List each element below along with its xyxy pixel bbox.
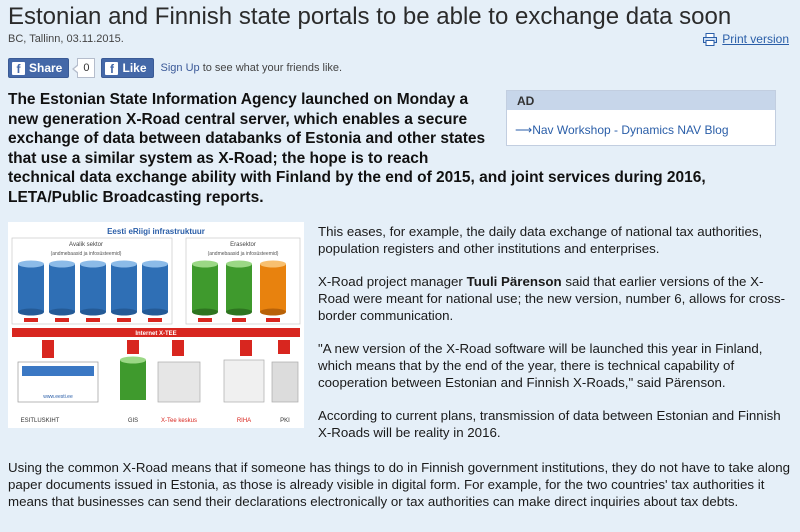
diagram-title: Eesti eRiigi infrastruktuur [107,227,205,236]
diagram-left-sub: (andmebaasid ja infosüsteemid) [50,251,122,257]
article-paragraph: Using the common X-Road means that if someone has things to do in Finnish government institutions, they do not have to take along paper documents issued in Estonia, as those is already visible in digital form. For example, for the two countries' tax authorities it means that businesses can send their declarations electronically or tax authorities can make direct inquiries about tax debts. [8,460,791,509]
share-label: Share [29,61,63,75]
print-version-label: Print version [722,32,789,46]
ad-link-text: Nav Workshop - Dynamics NAV Blog [532,123,729,137]
article-paragraph: This eases, for example, the daily data exchange of national tax authorities, population registers and other institutions and enterprises. [318,224,763,256]
diagram-left-section: Avalik sektor [69,242,103,248]
facebook-icon: f [105,62,118,75]
facebook-share-button[interactable] [8,58,69,78]
article-paragraph: According to current plans, transmission of data between Estonian and Finnish X-Roads will be reality in 2016. [318,407,781,440]
diagram-label-pki: PKI [280,418,290,424]
x-tee-bus-label: Internet X-TEE [135,331,177,337]
article-meta: BC, Tallinn, 03.11.2015. [8,33,124,45]
arrow-right-icon: ⟶ [515,123,533,137]
facebook-like-button[interactable] [101,58,153,78]
article-lead: The Estonian State Information Agency launched on Monday a new generation X-Road central server, which enables a secure exchange of data between databanks of Estonia and other states that use a similar system as X-Road; the hope is to reach technical data exchange ability with Finland by the end of 2015, and joint services during 2016, LETA/Public Broadcasting reports. [8,91,706,206]
diagram-site: www.eesti.ee [43,394,73,400]
person-name: Tuuli Pärenson [466,274,562,290]
diagram-right-sub: (andmebaasid ja infosüsteemid) [207,251,279,257]
public-databanks [18,261,168,316]
article-title: Estonian and Finnish state portals to be able to exchange data soon [8,3,732,30]
diagram-label-riha: RIHA [236,418,252,424]
signup-text: Sign Up to see what your friends like. [160,62,343,74]
infrastructure-diagram [8,222,304,428]
private-databanks [192,261,286,316]
diagram-label-presentation: ESITLUSKIHT [20,418,60,424]
ad-header: AD [507,91,775,110]
article-paragraph: X-Road project manager Tuuli Pärenson said that earlier versions of the X-Road were meant for national use; the new version, number 6, allows for cross-border communication. [318,274,786,323]
like-label: Like [122,61,147,75]
facebook-icon: f [12,62,25,75]
share-count: 0 [77,58,95,78]
ad-box [506,90,776,146]
article-lead-container [8,90,784,207]
signup-link[interactable]: Sign Up [160,62,200,74]
diagram-right-section: Erasektor [230,242,256,248]
printer-icon [703,33,717,46]
diagram-label-gis: GIS [127,418,139,424]
article-body-bottom [8,460,793,510]
article-body-right [318,224,786,458]
social-bar [8,57,342,79]
ad-link[interactable] [507,110,775,141]
print-version-link[interactable] [703,32,789,46]
article-paragraph: "A new version of the X-Road software will be launched this year in Finland, which means that by the end of the year, there is technical capability of cooperation between Estonian and Finnish X-Roads," said Pärenson. [318,340,763,390]
diagram-label-xtee-center: X-Tee keskus [160,418,198,424]
